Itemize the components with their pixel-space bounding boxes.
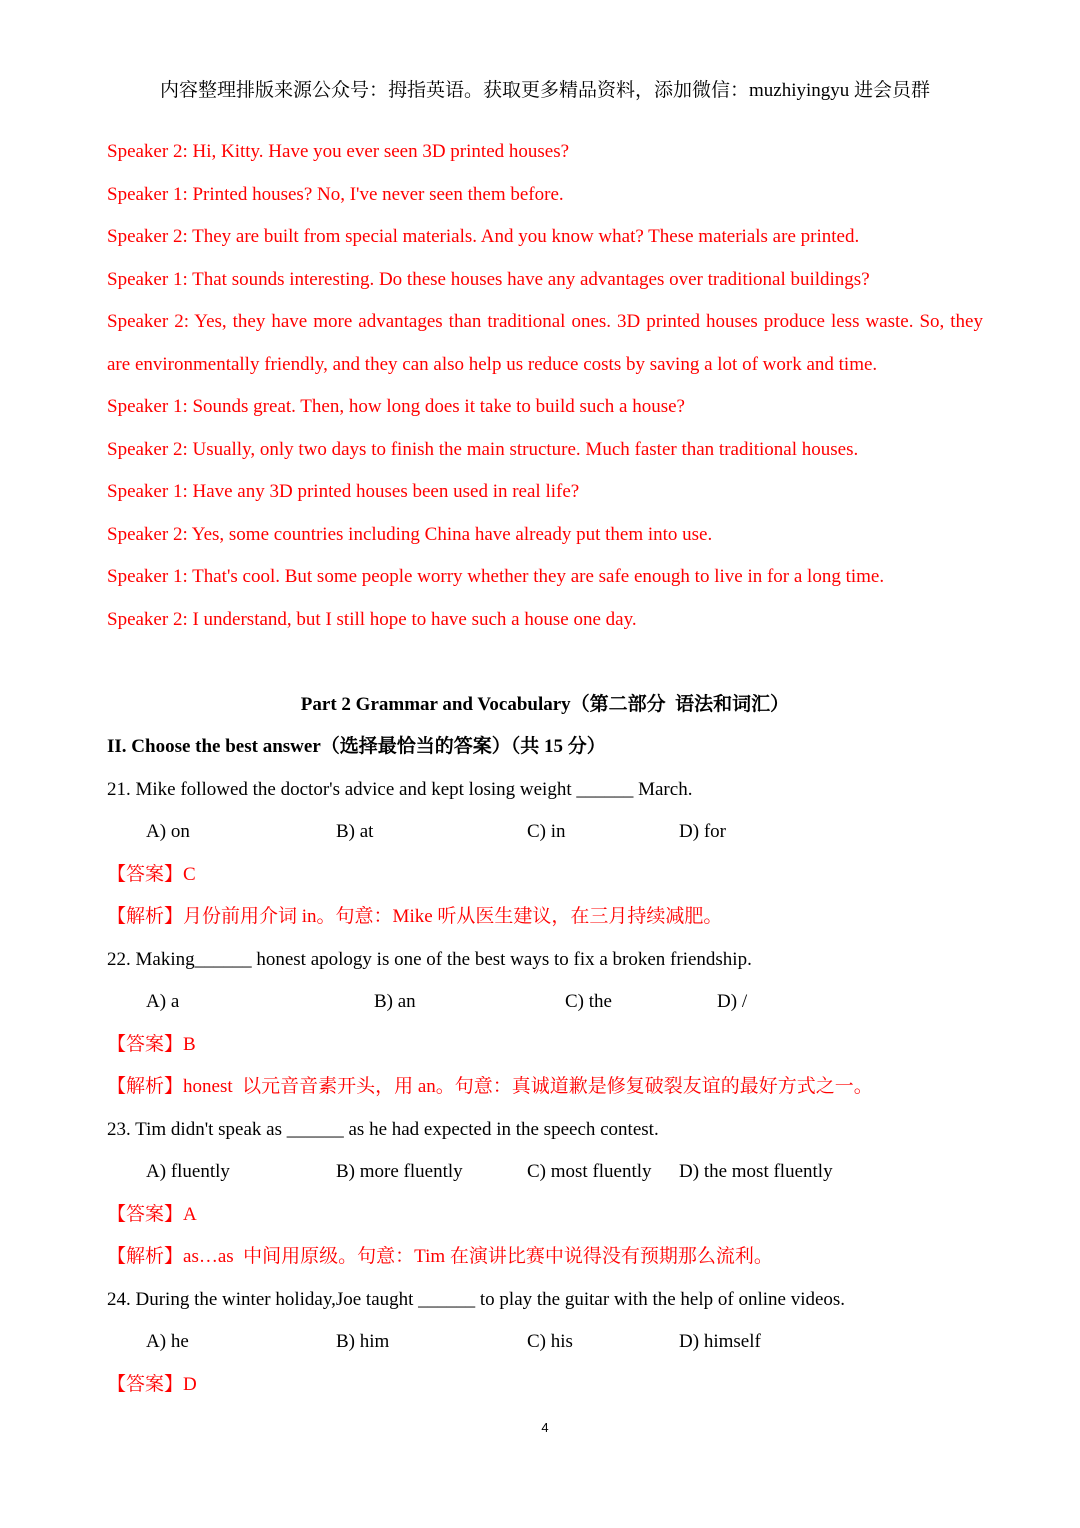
option-text: a <box>170 991 180 1012</box>
option-letter: B) <box>374 991 393 1012</box>
answer-line <box>107 1024 983 1067</box>
answer-label: 【答案】 <box>107 1033 184 1055</box>
option-text: at <box>359 821 374 842</box>
option-letter: D) <box>679 1331 700 1352</box>
transcript-line: Speaker 2: Yes, they have more advantages than traditional ones. 3D printed houses produce less waste. So, they <box>107 311 983 332</box>
question-text: Tim didn't speak as ______ as he had expected in the speech contest. <box>135 1118 659 1140</box>
question-number: 22. <box>107 948 131 970</box>
option-text: most fluently <box>550 1161 652 1182</box>
option-letter: A) <box>146 1161 167 1182</box>
options-row <box>107 811 983 854</box>
option-c <box>527 1321 573 1364</box>
section-title-cn: （选择最恰当的答案） <box>320 736 511 757</box>
page-number: 4 <box>541 1420 549 1435</box>
options-row <box>107 1151 983 1194</box>
option-letter: C) <box>527 1331 546 1352</box>
transcript-line: Speaker 2: They are built from special materials. And you know what? These materials are printed. <box>107 226 860 247</box>
option-c <box>527 811 566 854</box>
answer-line <box>107 1194 983 1237</box>
answer-value: D <box>183 1373 197 1395</box>
option-letter: D) <box>717 991 738 1012</box>
option-text: for <box>703 821 726 842</box>
answer-value: A <box>183 1203 197 1225</box>
question-number: 24. <box>107 1288 131 1310</box>
analysis-line <box>107 1236 983 1279</box>
option-b <box>336 1321 389 1364</box>
option-letter: C) <box>527 1161 546 1182</box>
option-text: fluently <box>170 1161 230 1182</box>
transcript-line: Speaker 2: Yes, some countries including China have already put them into use. <box>107 523 713 545</box>
option-b <box>336 811 373 854</box>
option-d <box>679 1321 761 1364</box>
answer-line <box>107 1364 983 1407</box>
question-text: Mike followed the doctor's advice and kept losing weight ______ March. <box>135 778 693 800</box>
question-number: 23. <box>107 1118 131 1140</box>
option-c <box>565 981 612 1024</box>
option-letter: B) <box>336 1331 355 1352</box>
analysis-text: as…as 中间用原级。句意：Tim 在演讲比赛中说得没有预期那么流利。 <box>183 1246 773 1267</box>
option-text: his <box>550 1331 573 1352</box>
question-text: During the winter holiday,Joe taught ______ to play the guitar with the help of online videos. <box>135 1288 846 1310</box>
transcript-line: Speaker 1: That sounds interesting. Do these houses have any advantages over traditional buildings? <box>107 268 870 290</box>
analysis-label: 【解析】 <box>107 1246 184 1267</box>
option-letter: C) <box>527 821 546 842</box>
analysis-line <box>107 896 983 939</box>
section-title: II. Choose the best answer <box>107 736 321 757</box>
question-number: 21. <box>107 778 131 800</box>
options-row <box>107 981 983 1024</box>
analysis-label: 【解析】 <box>107 906 184 927</box>
option-letter: A) <box>146 821 167 842</box>
option-b <box>336 1151 463 1194</box>
option-letter: D) <box>679 821 700 842</box>
answer-label: 【答案】 <box>107 1203 184 1225</box>
answer-line <box>107 854 983 897</box>
option-b <box>374 981 416 1024</box>
page-content <box>107 131 983 1406</box>
part-title-cn: （第二部分 语法和词汇） <box>570 693 790 715</box>
option-text: / <box>741 991 748 1012</box>
analysis-label: 【解析】 <box>107 1076 184 1097</box>
transcript-line: Speaker 1: That's cool. But some people worry whether they are safe enough to live in for a long time. <box>107 566 885 587</box>
option-text: more fluently <box>359 1161 463 1182</box>
answer-label: 【答案】 <box>107 1373 184 1395</box>
answer-label: 【答案】 <box>107 863 184 885</box>
answer-value: B <box>183 1033 196 1055</box>
option-a <box>146 1321 189 1364</box>
option-text: the most fluently <box>703 1161 833 1182</box>
option-text: in <box>550 821 566 842</box>
option-text: himself <box>703 1331 761 1352</box>
transcript-line: Speaker 2: Usually, only two days to finish the main structure. Much faster than traditional houses. <box>107 438 859 460</box>
analysis-text: 月份前用介词 in。句意：Mike 听从医生建议，在三月持续减肥。 <box>183 906 723 927</box>
part-title: Part 2 Grammar and Vocabulary <box>300 693 571 715</box>
question-stem <box>107 1279 983 1322</box>
analysis-line <box>107 1066 983 1109</box>
transcript-line: Speaker 1: Printed houses? No, I've never seen them before. <box>107 183 564 205</box>
transcript-line: Speaker 2: Hi, Kitty. Have you ever seen 3D printed houses? <box>107 141 570 162</box>
transcript-line: are environmentally friendly, and they can also help us reduce costs by saving a lot of work and time. <box>107 353 878 375</box>
option-d <box>679 811 726 854</box>
transcript-line: Speaker 1: Sounds great. Then, how long does it take to build such a house? <box>107 396 685 417</box>
option-letter: D) <box>679 1161 700 1182</box>
blank-line <box>107 641 983 684</box>
section-heading <box>107 726 983 769</box>
answer-value: C <box>183 863 196 885</box>
option-d <box>717 981 747 1024</box>
option-a <box>146 981 179 1024</box>
option-text: him <box>359 1331 390 1352</box>
question-stem <box>107 769 983 812</box>
option-a <box>146 811 190 854</box>
transcript-line: Speaker 1: Have any 3D printed houses been used in real life? <box>107 481 580 502</box>
header-notice: 内容整理排版来源公众号：拇指英语。获取更多精品资料，添加微信：muzhiyingyu 进会员群 <box>159 80 931 101</box>
analysis-text: honest 以元音音素开头，用 an。句意：真诚道歉是修复破裂友谊的最好方式之一。 <box>183 1076 873 1097</box>
option-letter: B) <box>336 821 355 842</box>
question-stem <box>107 939 983 982</box>
option-c <box>527 1151 652 1194</box>
option-letter: A) <box>146 991 167 1012</box>
question-text: Making______ honest apology is one of the best ways to fix a broken friendship. <box>135 948 752 970</box>
option-text: on <box>170 821 190 842</box>
options-row <box>107 1321 983 1364</box>
option-d <box>679 1151 833 1194</box>
option-letter: C) <box>565 991 584 1012</box>
option-text: the <box>588 991 612 1012</box>
option-letter: A) <box>146 1331 167 1352</box>
section-score: （共 15 分） <box>510 736 606 757</box>
transcript-line: Speaker 2: I understand, but I still hope to have such a house one day. <box>107 608 637 630</box>
option-a <box>146 1151 230 1194</box>
option-text: an <box>397 991 416 1012</box>
question-stem <box>107 1109 983 1152</box>
option-letter: B) <box>336 1161 355 1182</box>
option-text: he <box>170 1331 189 1352</box>
part-heading <box>107 684 983 727</box>
